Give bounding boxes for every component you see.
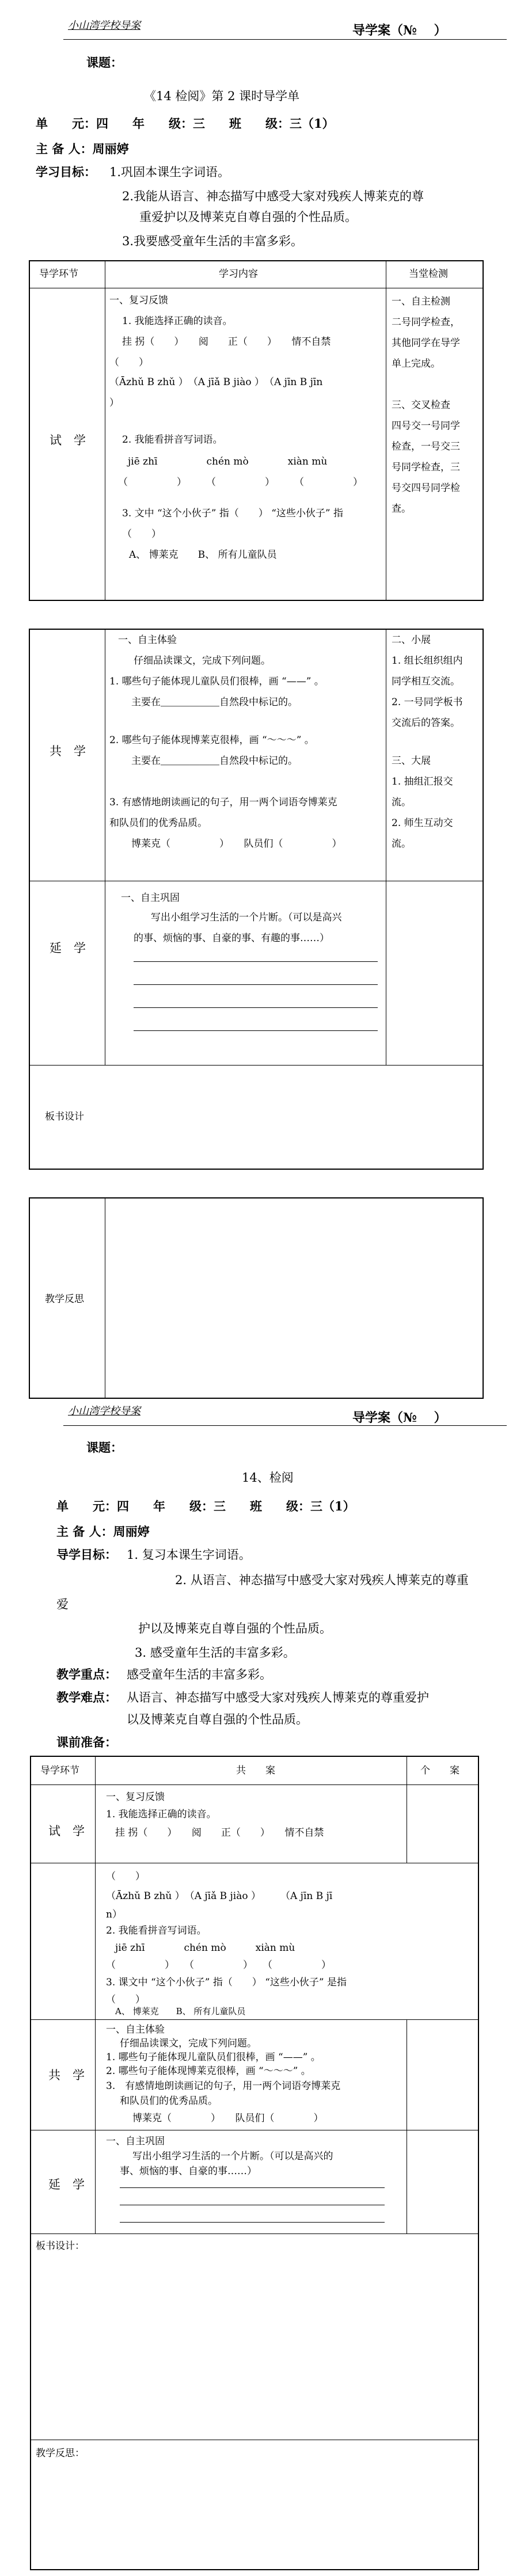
- goal-item: 1. 复习本课生字词语。: [127, 1548, 251, 1562]
- write-line: [134, 1030, 378, 1031]
- check-line: 号交四号同学检: [392, 482, 460, 494]
- content-line: 挂 拐（ ） 阅 正（ ） 情不自禁: [122, 336, 331, 348]
- content-line: 和队员们的优秀品质。: [109, 817, 207, 829]
- check-line: 二、小展: [392, 634, 431, 646]
- check-line: 交流后的答案。: [392, 717, 460, 729]
- content-line: 1. 我能选择正确的读音。: [122, 315, 233, 327]
- reflection-table: [29, 1197, 484, 1399]
- content-line: 的事、烦恼的事、自豪的事、有趣的事……）: [134, 933, 329, 944]
- goal-item: 2. 从语言、神态描写中感受大家对残疾人博莱克的尊重: [175, 1573, 469, 1587]
- reflection-label: 教学反思：: [36, 2448, 85, 2459]
- stage-label-try: 试 学: [50, 433, 86, 447]
- check-line: 同学相互交流。: [392, 676, 460, 687]
- stage-label-try: 试 学: [48, 1824, 85, 1838]
- content-line: 3. 有感情地朗读画记的句子，用一两个词语夸博莱克: [106, 2080, 341, 2092]
- header-rule: [63, 1425, 507, 1426]
- preparer-line: 主 备 人：周丽婷: [56, 1524, 150, 1539]
- goal-item: 3. 感受童年生活的丰富多彩。: [135, 1646, 295, 1660]
- content-line: 一、复习反馈: [109, 295, 168, 306]
- preparer-line: 主 备 人：周丽婷: [36, 142, 129, 156]
- topic-label: 课题：: [86, 55, 123, 70]
- content-line: 挂 拐（ ） 阅 正（ ） 情不自禁: [115, 1827, 324, 1839]
- col-head-common: 共 案: [236, 1765, 275, 1776]
- content-line: A、 博莱克 B、 所有儿童队员: [115, 2006, 246, 2016]
- content-line: 一、自主巩固: [121, 892, 180, 904]
- col-head-stage: 导学环节: [39, 268, 78, 280]
- stage-label-extend: 延 学: [50, 941, 86, 955]
- check-line: 1. 组长组织组内: [392, 655, 463, 667]
- prep-label: 课前准备：: [56, 1735, 117, 1749]
- content-line: A、 博莱克 B、 所有儿童队员: [129, 549, 277, 561]
- content-line: ）: [109, 397, 119, 409]
- goal-item: 1.巩固本课生字词语。: [109, 165, 230, 179]
- write-line: [120, 2187, 385, 2188]
- content-line: 一、自主体验: [118, 634, 177, 646]
- goals-label: 学习目标：: [36, 165, 96, 179]
- content-line: （ ） （ ） （ ）: [118, 477, 363, 488]
- content-line: 2. 我能看拼音写词语。: [106, 1925, 207, 1936]
- check-line: 2. 一号同学板书: [392, 697, 463, 708]
- check-line: 单上完成。: [392, 358, 440, 370]
- write-line: [134, 961, 378, 962]
- check-line: 三、交叉检查: [392, 399, 450, 411]
- content-line: 博莱克（ ） 队员们（ ）: [132, 2113, 324, 2124]
- page-title: 14、检阅: [242, 1471, 294, 1485]
- content-line: 写出小组学习生活的一个片断。（可以是高兴的: [132, 2151, 333, 2162]
- check-line: 1. 抽组汇报交: [392, 776, 453, 787]
- content-line: 3. 文中 “这个小伙子” 指（ ） “这些小伙子” 指: [122, 508, 344, 519]
- content-line: 2. 哪些句子能体现博莱克很棒，画 “～～～” 。: [106, 2065, 311, 2077]
- content-line: n）: [106, 1909, 122, 1920]
- content-line: 主要在＿＿＿＿＿＿自然段中标记的。: [131, 755, 298, 767]
- content-line: 一、自主巩固: [106, 2136, 165, 2147]
- write-line: [134, 984, 378, 985]
- topic-label: 课题：: [86, 1440, 123, 1455]
- check-line: 其他同学在导学: [392, 337, 460, 349]
- col-head-check: 当堂检测: [409, 268, 448, 280]
- content-line: （ ）: [109, 357, 149, 368]
- check-line: 2. 师生互动交: [392, 817, 453, 829]
- content-line: （Āzhǔ B zhǔ ） （A jīǎ B jiào ） （A jīn B jīn: [109, 376, 323, 388]
- check-line: 三、大展: [392, 755, 431, 767]
- check-line: 一、自主检测: [392, 296, 450, 307]
- check-line: 四号交一号同学: [392, 420, 460, 432]
- reflection-label: 教学反思: [45, 1293, 84, 1305]
- content-line: 3. 课文中 “这个小伙子” 指（ ） “这些小伙子” 是指: [106, 1977, 347, 1988]
- goals-label: 导学目标：: [56, 1547, 117, 1562]
- content-line: 1. 哪些句子能体现儿童队员们很棒，画 “——” 。: [109, 676, 324, 687]
- goal-item: 2.我能从语言、神态描写中感受大家对残疾人博莱克的尊: [122, 189, 424, 203]
- content-line: （ ） （ ） （ ）: [106, 1959, 331, 1971]
- content-line: 主要在＿＿＿＿＿＿自然段中标记的。: [131, 697, 298, 708]
- col-head-individual: 个 案: [420, 1765, 459, 1776]
- stage-label-cowork: 共 学: [48, 2068, 85, 2082]
- write-line: [120, 2222, 385, 2223]
- check-line: 查。: [392, 503, 411, 515]
- content-line: 仔细品读课文，完成下列问题。: [134, 655, 271, 667]
- content-line: 1. 我能选择正确的读音。: [106, 1809, 216, 1820]
- goal-item: 爱: [56, 1597, 69, 1611]
- content-line: （Āzhǔ B zhǔ ） （A jīǎ B jiào ） （A jīn B jī: [106, 1890, 333, 1902]
- col-head-content: 学习内容: [219, 268, 258, 280]
- unit-line: 单 元：四 年 级：三 班 级：三（1）: [36, 116, 335, 131]
- content-line: 一、自主体验: [106, 2024, 165, 2035]
- check-line: 二号同学检查，: [392, 317, 460, 328]
- board-design-label: 板书设计: [45, 1111, 84, 1123]
- doc-number-header: 导学案（№ ）: [352, 23, 447, 38]
- content-line: 2. 哪些句子能体现博莱克很棒，画 “～～～” 。: [109, 735, 314, 746]
- page-title: 《14 检阅》第 2 课时导学单: [144, 89, 300, 103]
- write-line: [134, 1007, 378, 1008]
- check-line: 检查，一号交三: [392, 441, 460, 452]
- check-line: 号同学检查，三: [392, 462, 460, 473]
- stage-label-extend: 延 学: [48, 2178, 85, 2191]
- content-line: jiē zhī chén mò xiàn mù: [115, 1942, 295, 1954]
- content-line: 1. 哪些句子能体现儿童队员们很棒，画 “——” 。: [106, 2052, 321, 2063]
- goal-item: 重爱护以及博莱克自尊自强的个性品质。: [139, 210, 357, 224]
- check-line: 流。: [392, 797, 411, 808]
- content-line: 3. 有感情地朗读画记的句子，用一两个词语夸博莱克: [109, 797, 337, 808]
- school-header: 小山湾学校导案: [68, 20, 140, 32]
- goal-item: 3.我要感受童年生活的丰富多彩。: [122, 234, 303, 248]
- col-head-stage: 导学环节: [40, 1765, 79, 1776]
- board-design-label: 板书设计：: [36, 2240, 85, 2252]
- difficulty-label: 教学难点：: [56, 1690, 117, 1704]
- doc-number-header: 导学案（№ ）: [352, 1410, 447, 1425]
- difficulty-text: 以及博莱克自尊自强的个性品质。: [127, 1713, 308, 1726]
- content-line: 事、烦恼的事、自豪的事……）: [120, 2166, 257, 2177]
- check-line: 流。: [392, 838, 411, 850]
- study-table-bottom: [29, 629, 484, 1170]
- key-label: 教学重点：: [56, 1667, 117, 1681]
- content-line: 仔细品读课文，完成下列问题。: [120, 2038, 257, 2049]
- header-rule: [63, 39, 507, 40]
- stage-label-cowork: 共 学: [50, 744, 86, 758]
- content-line: 2. 我能看拼音写词语。: [122, 434, 223, 446]
- content-line: （ ）: [122, 528, 161, 540]
- difficulty-text: 从语言、神态描写中感受大家对残疾人博莱克的尊重爱护: [127, 1691, 429, 1704]
- content-line: 和队员们的优秀品质。: [120, 2095, 218, 2107]
- content-line: （ ）: [106, 1994, 145, 2006]
- content-line: 博莱克（ ） 队员们（ ）: [131, 838, 342, 850]
- school-header: 小山湾学校导案: [68, 1405, 140, 1417]
- content-line: jiē zhī chén mò xiàn mù: [128, 456, 328, 467]
- key-text: 感受童年生活的丰富多彩。: [127, 1668, 272, 1681]
- content-line: 一、复习反馈: [106, 1791, 165, 1803]
- content-line: 写出小组学习生活的一个片断。（可以是高兴: [151, 912, 342, 923]
- unit-line: 单 元：四 年 级：三 班 级：三（1）: [56, 1499, 355, 1513]
- goal-item: 护以及博莱克自尊自强的个性品质。: [138, 1622, 332, 1635]
- content-line: （ ）: [106, 1871, 145, 1882]
